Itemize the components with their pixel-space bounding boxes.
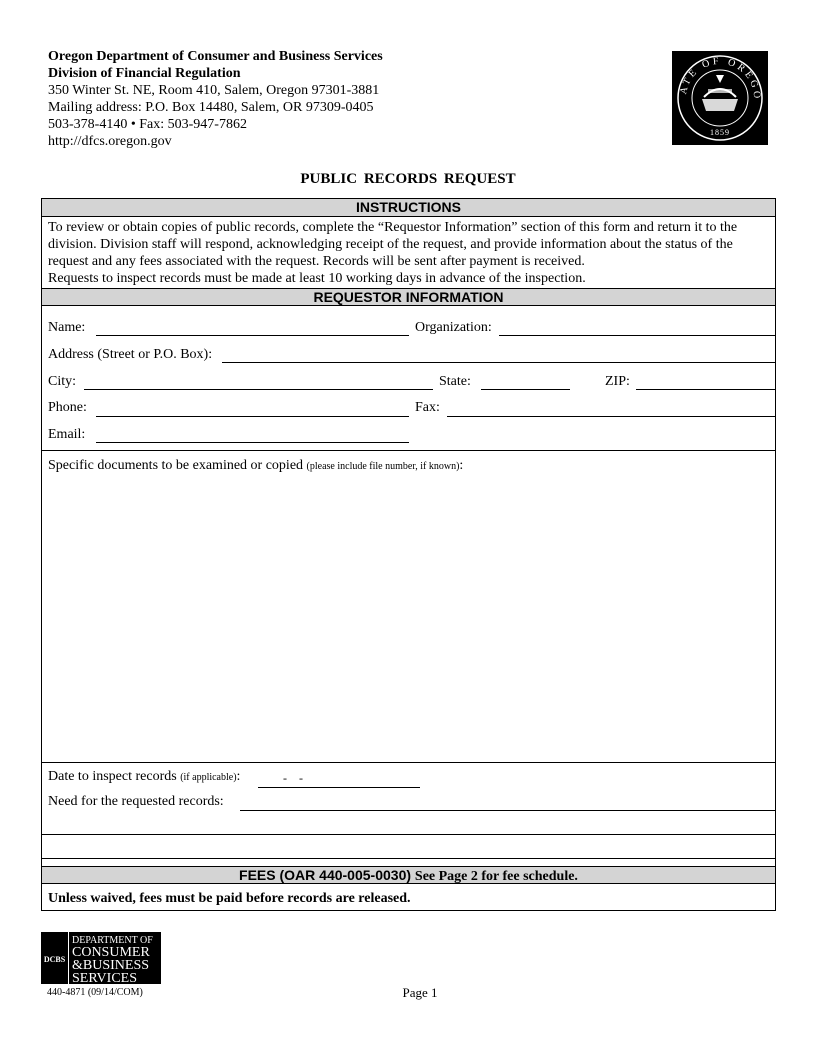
form-box bbox=[41, 198, 776, 911]
fees-heading: FEES (OAR 440-005-0030) bbox=[239, 867, 412, 883]
phone-field[interactable] bbox=[96, 416, 409, 417]
organization-field[interactable] bbox=[499, 335, 775, 336]
instructions-text bbox=[48, 219, 772, 287]
name-field[interactable] bbox=[96, 335, 409, 336]
instructions-advance-notice: Requests to inspect records must be made at least 10 working days in advance of the inspection. bbox=[48, 271, 586, 286]
need-field-line-2[interactable] bbox=[42, 834, 775, 835]
seal-year: 1859 bbox=[710, 128, 730, 137]
inspect-date-separators: - - bbox=[283, 771, 303, 785]
documents-label bbox=[48, 458, 463, 475]
phone-label: Phone: bbox=[48, 400, 87, 415]
need-label: Need for the requested records: bbox=[48, 794, 224, 809]
inspect-date-label-text: Date to inspect records bbox=[48, 769, 177, 784]
city-field[interactable] bbox=[84, 389, 433, 390]
form-title: PUBLIC RECORDS REQUEST bbox=[300, 171, 516, 187]
name-label: Name: bbox=[48, 320, 86, 335]
phone-fax: 503-378-4140 • Fax: 503-947-7862 bbox=[48, 117, 247, 132]
dcbs-mark: DCBS bbox=[43, 955, 66, 964]
divider bbox=[42, 762, 775, 763]
fees-note: See Page 2 for fee schedule. bbox=[414, 869, 578, 884]
inspect-date-colon: : bbox=[236, 769, 241, 784]
logo-line-4: SERVICES bbox=[72, 971, 138, 984]
division-name: Division of Financial Regulation bbox=[48, 66, 241, 81]
city-label: City: bbox=[48, 374, 77, 389]
seal-graphic bbox=[672, 51, 768, 145]
email-field[interactable] bbox=[96, 442, 409, 443]
documents-textarea[interactable] bbox=[44, 477, 773, 761]
address-label: Address (Street or P.O. Box): bbox=[48, 347, 213, 362]
state-field[interactable] bbox=[481, 389, 570, 390]
address-field[interactable] bbox=[222, 362, 775, 363]
fees-statement: Unless waived, fees must be paid before records are released. bbox=[48, 891, 411, 906]
street-address: 350 Winter St. NE, Room 410, Salem, Oregon 97301-3881 bbox=[48, 83, 380, 98]
logo-line-1: DEPARTMENT OF bbox=[72, 935, 153, 946]
inspect-date-field[interactable] bbox=[258, 787, 420, 788]
dcbs-logo bbox=[41, 932, 161, 984]
inspect-date-label bbox=[48, 769, 240, 786]
website-link[interactable]: http://dfcs.oregon.gov bbox=[48, 134, 172, 149]
need-field-line-3[interactable] bbox=[42, 858, 775, 859]
documents-colon: : bbox=[459, 458, 464, 473]
agency-header bbox=[48, 48, 383, 150]
email-label: Email: bbox=[48, 427, 86, 442]
need-field[interactable] bbox=[240, 810, 775, 811]
organization-label: Organization: bbox=[415, 320, 492, 335]
state-label: State: bbox=[439, 374, 471, 389]
documents-note: (please include file number, if known) bbox=[306, 461, 460, 472]
mailing-address: Mailing address: P.O. Box 14480, Salem, OR 97309-0405 bbox=[48, 100, 374, 115]
instructions-paragraph: To review or obtain copies of public records, complete the “Requestor Information” section of this form and return it to the division. Division staff will respond, acknowledging receipt of the request, and provide information about the status of the request and any fees associated with the request. Records will be sent after payment is received. bbox=[48, 220, 738, 269]
divider bbox=[42, 450, 775, 451]
dcbs-logo-graphic bbox=[41, 932, 161, 984]
seal-text: ATE OF OREGO bbox=[678, 55, 763, 102]
form-number: 440-4871 (09/14/COM) bbox=[47, 987, 143, 998]
page-number: Page 1 bbox=[402, 985, 438, 1000]
oregon-state-seal bbox=[672, 51, 768, 145]
zip-label: ZIP: bbox=[605, 374, 630, 389]
requestor-header: REQUESTOR INFORMATION bbox=[42, 288, 775, 306]
instructions-header: INSTRUCTIONS bbox=[42, 199, 775, 217]
zip-field[interactable] bbox=[636, 389, 775, 390]
logo-line-3: &BUSINESS bbox=[72, 958, 150, 973]
fax-field[interactable] bbox=[447, 416, 775, 417]
inspect-date-note: (if applicable) bbox=[180, 772, 237, 783]
logo-line-2: CONSUMER bbox=[72, 945, 150, 960]
fees-header bbox=[42, 866, 775, 884]
agency-name: Oregon Department of Consumer and Business Services bbox=[48, 49, 383, 64]
documents-label-text: Specific documents to be examined or copied bbox=[48, 458, 304, 473]
fax-label: Fax: bbox=[415, 400, 440, 415]
